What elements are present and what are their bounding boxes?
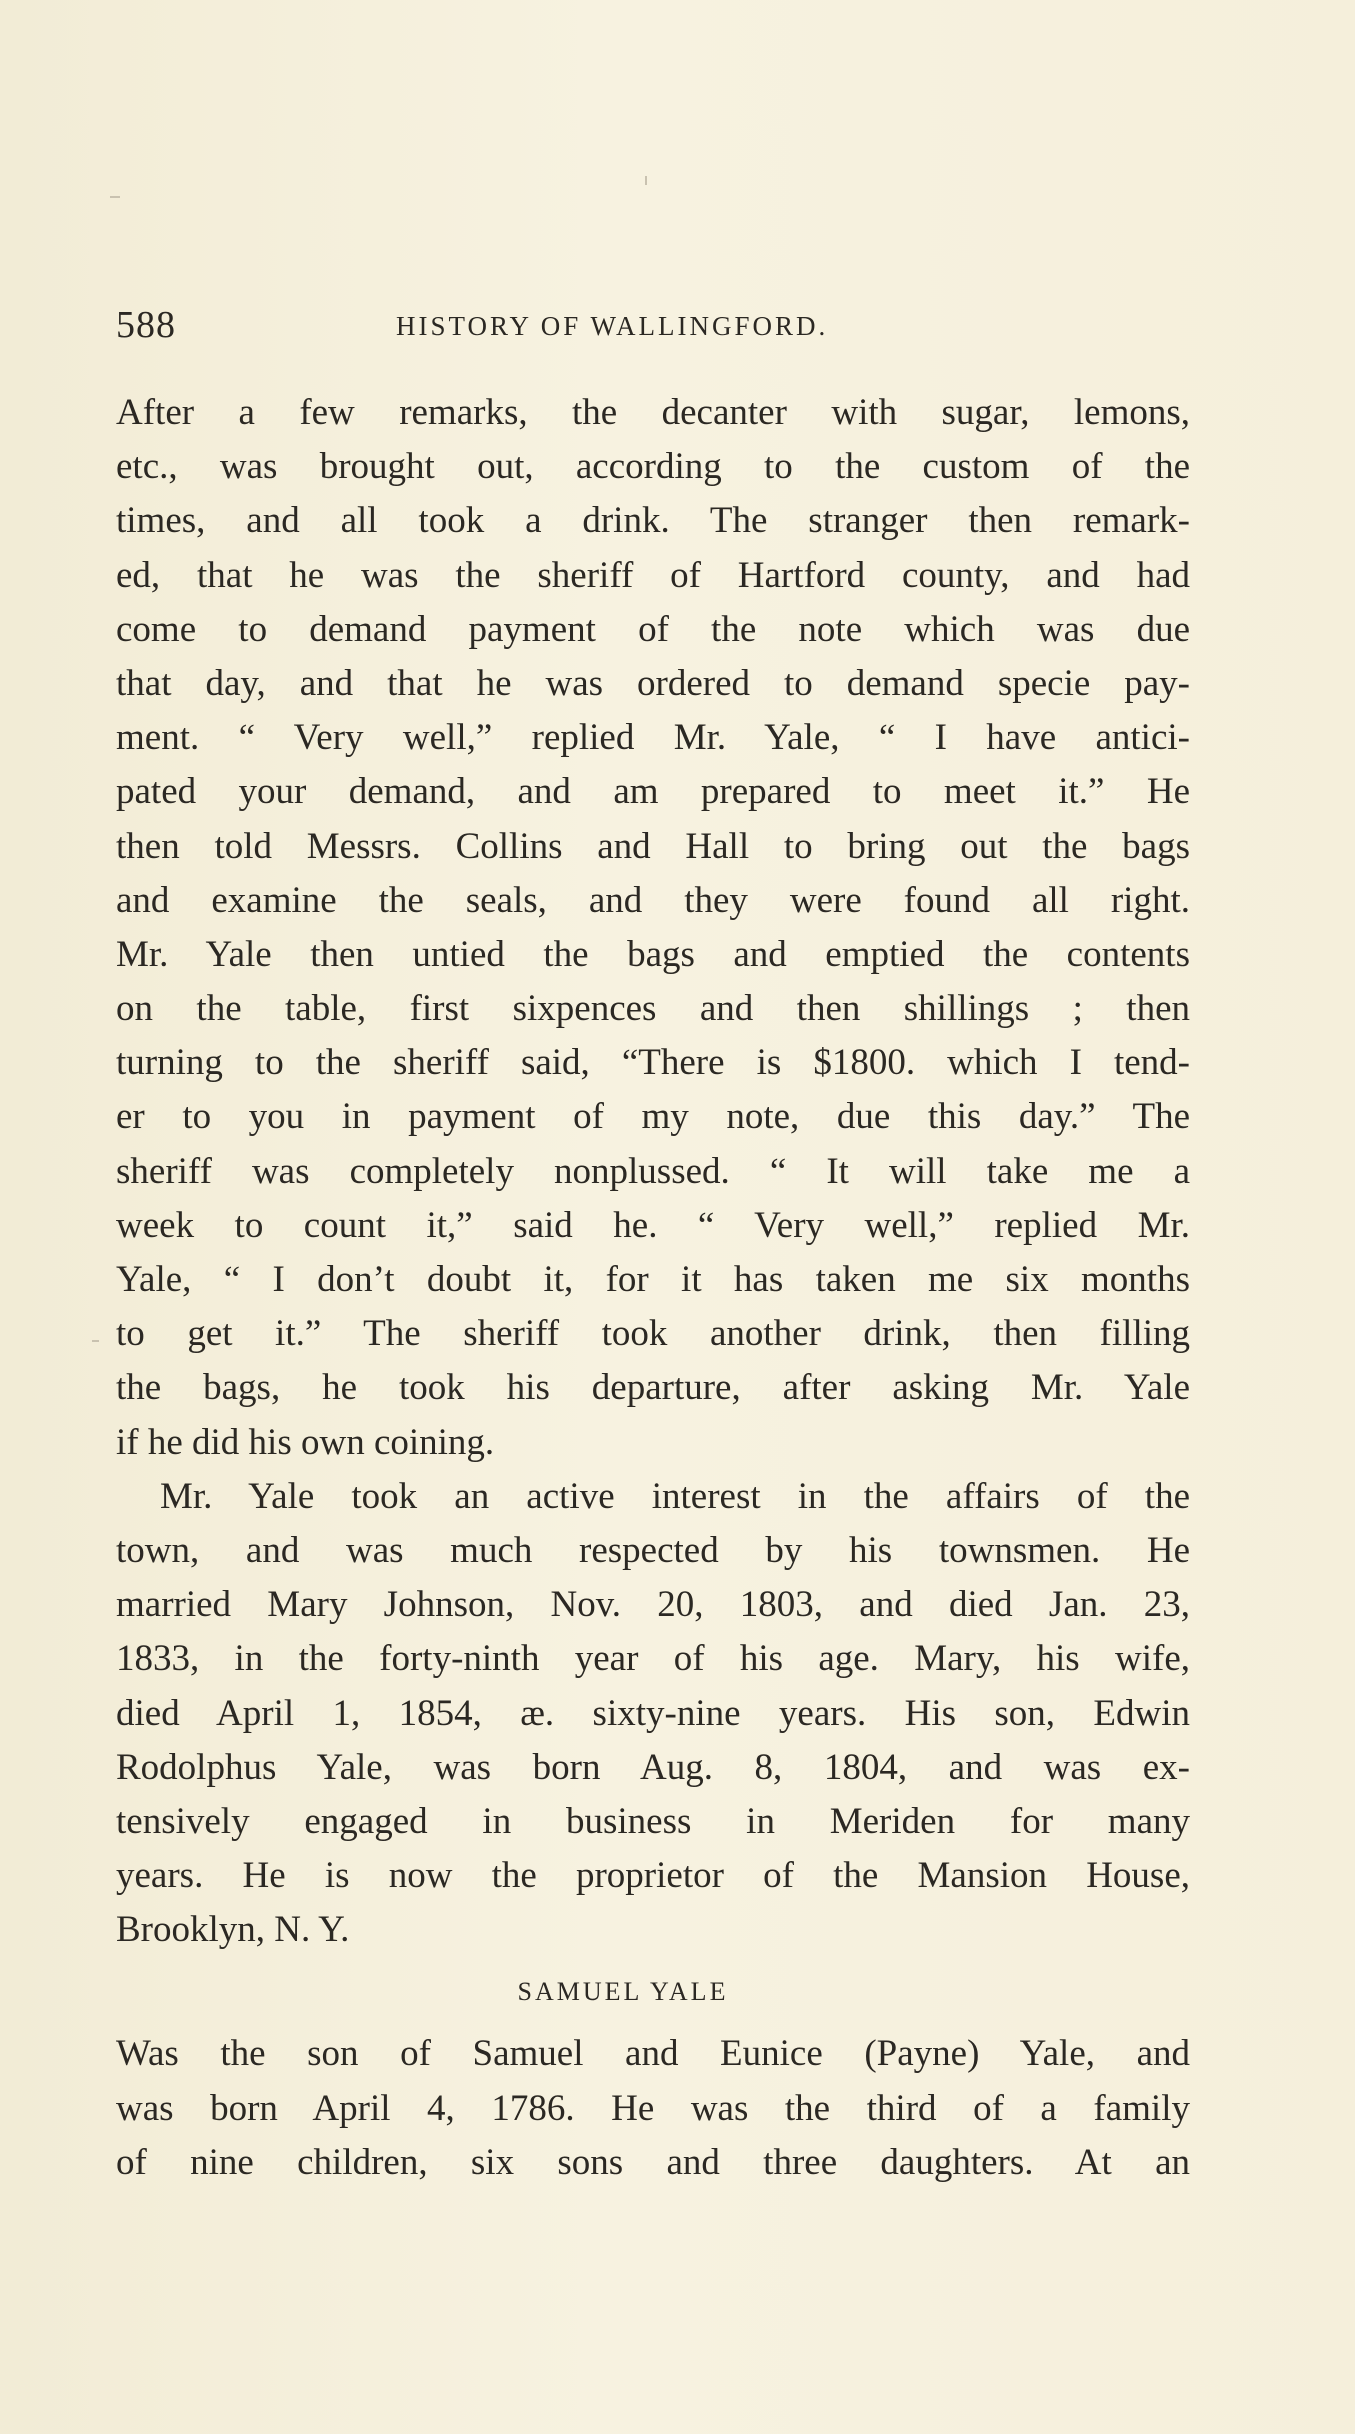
text-line: times, and all took a drink. The stranger then remark- xyxy=(116,500,1190,542)
text-line: er to you in payment of my note, due this day.” The xyxy=(116,1096,1190,1138)
text-line: Mr. Yale took an active interest in the affairs of the xyxy=(160,1475,1190,1517)
paragraph xyxy=(116,386,1190,1470)
text-line: was born April 4, 1786. He was the third of a family xyxy=(116,2087,1190,2129)
text-line: sheriff was completely nonplussed. “ It will take me a xyxy=(116,1150,1190,1192)
text-line: After a few remarks, the decanter with sugar, lemons, xyxy=(116,392,1190,433)
section-heading: SAMUEL YALE xyxy=(517,1977,729,2007)
text-line: Yale, “ I don’t doubt it, for it has taken me six months xyxy=(116,1259,1190,1300)
text-line: ed, that he was the sheriff of Hartford county, and had xyxy=(116,554,1190,596)
text-line: Rodolphus Yale, was born Aug. 8, 1804, and was ex- xyxy=(116,1746,1190,1788)
running-head xyxy=(116,300,1190,350)
text-line: that day, and that he was ordered to demand specie pay- xyxy=(116,662,1190,704)
text-line: come to demand payment of the note which was due xyxy=(116,608,1190,650)
body-text xyxy=(116,386,1190,2190)
paragraph xyxy=(116,1470,1190,1958)
running-title: HISTORY OF WALLINGFORD. xyxy=(396,311,829,341)
paragraph xyxy=(116,2027,1190,2190)
page-speck xyxy=(92,1340,99,1342)
text-line: the bags, he took his departure, after asking Mr. Yale xyxy=(116,1367,1190,1409)
text-line: on the table, first sixpences and then shillings ; then xyxy=(116,988,1190,1030)
text-line: turning to the sheriff said, “There is $1800. which I tend- xyxy=(116,1042,1190,1084)
text-line: to get it.” The sheriff took another drink, then filling xyxy=(116,1313,1190,1355)
text-line: married Mary Johnson, Nov. 20, 1803, and died Jan. 23, xyxy=(116,1584,1190,1626)
text-line: Was the son of Samuel and Eunice (Payne) Yale, and xyxy=(116,2033,1190,2075)
text-line: ment. “ Very well,” replied Mr. Yale, “ I have antici- xyxy=(116,717,1190,759)
text-line: pated your demand, and am prepared to meet it.” He xyxy=(116,771,1190,813)
page-speck xyxy=(645,176,647,185)
text-line: and examine the seals, and they were found all right. xyxy=(116,879,1190,921)
text-line: Brooklyn, N. Y. xyxy=(116,1909,350,1951)
page-number: 588 xyxy=(116,304,176,346)
text-line: died April 1, 1854, æ. sixty-nine years. His son, Edwin xyxy=(116,1692,1190,1734)
text-line: tensively engaged in business in Meriden for many xyxy=(116,1800,1190,1842)
text-line: then told Messrs. Collins and Hall to bring out the bags xyxy=(116,825,1190,867)
text-line: week to count it,” said he. “ Very well,” replied Mr. xyxy=(116,1204,1190,1246)
text-line: if he did his own coining. xyxy=(116,1421,495,1463)
text-line: years. He is now the proprietor of the Mansion House, xyxy=(116,1855,1190,1897)
text-line: etc., was brought out, according to the custom of the xyxy=(116,446,1190,488)
text-line: of nine children, six sons and three daughters. At an xyxy=(116,2141,1190,2183)
text-line: Mr. Yale then untied the bags and emptied the contents xyxy=(116,933,1190,975)
page-speck xyxy=(110,196,120,198)
text-line: town, and was much respected by his townsmen. He xyxy=(116,1529,1190,1571)
text-line: 1833, in the forty-ninth year of his age. Mary, his wife, xyxy=(116,1638,1190,1680)
